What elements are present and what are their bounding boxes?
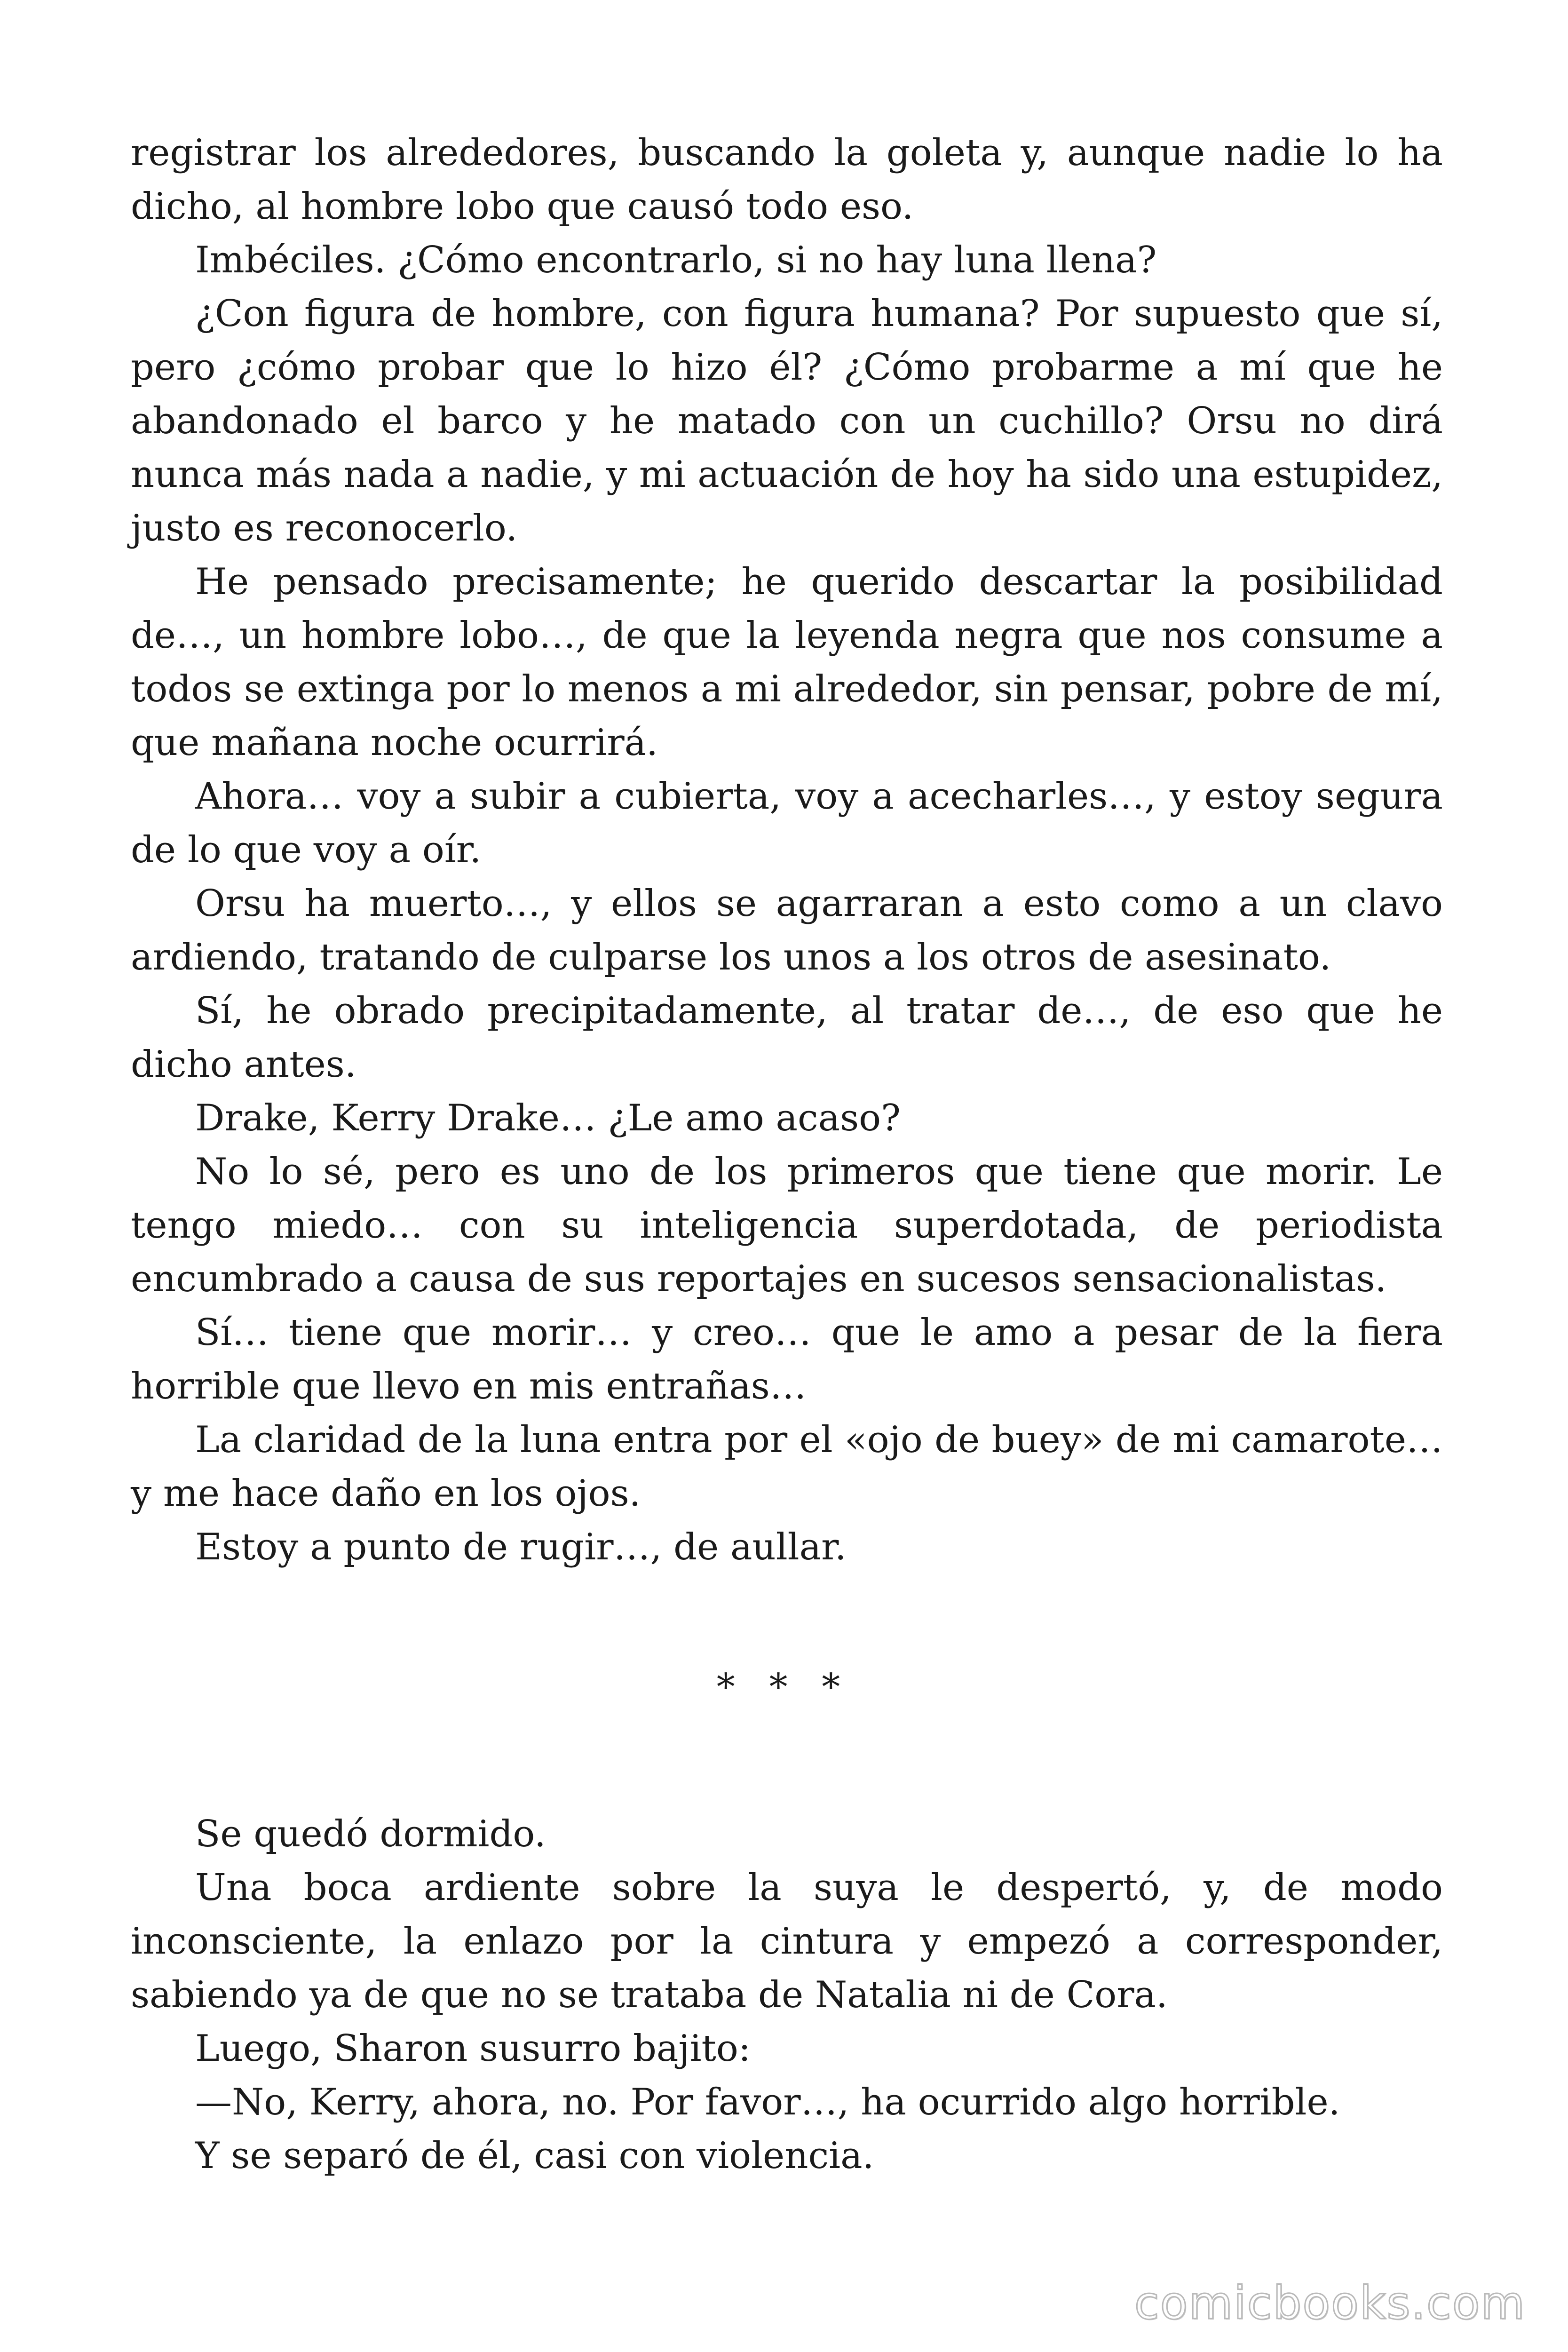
paragraph: Estoy a punto de rugir…, de aullar. bbox=[195, 1526, 847, 1568]
paragraph: Y se separó de él, casi con violencia. bbox=[195, 2135, 874, 2177]
watermark-logo: comicbooks.com bbox=[1134, 2277, 1526, 2329]
paragraph: Ahora… voy a subir a cubierta, voy a acecharles…, y estoy segura de lo que voy a oír. bbox=[131, 775, 1443, 871]
paragraph-continuation: registrar los alrededores, buscando la goleta y, aunque nadie lo ha dicho, al hombre lobo que causó todo eso. bbox=[131, 132, 1443, 228]
paragraph: Orsu ha muerto…, y ellos se agarraran a esto como a un clavo ardiendo, tratando de culparse los unos a los otros de asesinato. bbox=[131, 882, 1443, 978]
paragraph: ¿Con figura de hombre, con figura humana? Por supuesto que sí, pero ¿cómo probar que lo hizo él? ¿Cómo probarme a mí que he abandonado el barco y he matado con un cuchillo? Orsu no dirá nunca más nada a nadie, y mi actuación de hoy ha sido una estupidez, justo es reconocerlo. bbox=[131, 293, 1443, 549]
paragraph: Sí, he obrado precipitadamente, al tratar de…, de eso que he dicho antes. bbox=[131, 990, 1443, 1086]
text-block-before-separator bbox=[131, 126, 1443, 1574]
paragraph: La claridad de la luna entra por el «ojo de buey» de mi camarote… y me hace daño en los ojos. bbox=[131, 1419, 1443, 1515]
paragraph: No lo sé, pero es uno de los primeros que tiene que morir. Le tengo miedo… con su inteligencia superdotada, de periodista encumbrado a causa de sus reportajes en sucesos sensacionalistas. bbox=[131, 1151, 1443, 1300]
section-separator: * * * bbox=[716, 1666, 852, 1708]
paragraph: Imbéciles. ¿Cómo encontrarlo, si no hay luna llena? bbox=[195, 239, 1157, 281]
paragraph: Luego, Sharon susurro bajito: bbox=[195, 2027, 751, 2070]
paragraph: Sí… tiene que morir… y creo… que le amo a pesar de la fiera horrible que llevo en mis entrañas… bbox=[131, 1311, 1443, 1407]
paragraph: Drake, Kerry Drake… ¿Le amo acaso? bbox=[195, 1097, 901, 1139]
paragraph: Una boca ardiente sobre la suya le despertó, y, de modo inconsciente, la enlazo por la cintura y empezó a corresponder, sabiendo ya de que no se trataba de Natalia ni de Cora. bbox=[131, 1867, 1443, 2016]
paragraph-dialogue: —No, Kerry, ahora, no. Por favor…, ha ocurrido algo horrible. bbox=[195, 2081, 1340, 2123]
text-block-after-separator bbox=[131, 1807, 1443, 2183]
paragraph: Se quedó dormido. bbox=[195, 1813, 546, 1855]
paragraph: He pensado precisamente; he querido descartar la posibilidad de…, un hombre lobo…, de que la leyenda negra que nos consume a todos se extinga por lo menos a mi alrededor, sin pensar, pobre de mí, que mañana noche ocurrirá. bbox=[131, 561, 1443, 764]
